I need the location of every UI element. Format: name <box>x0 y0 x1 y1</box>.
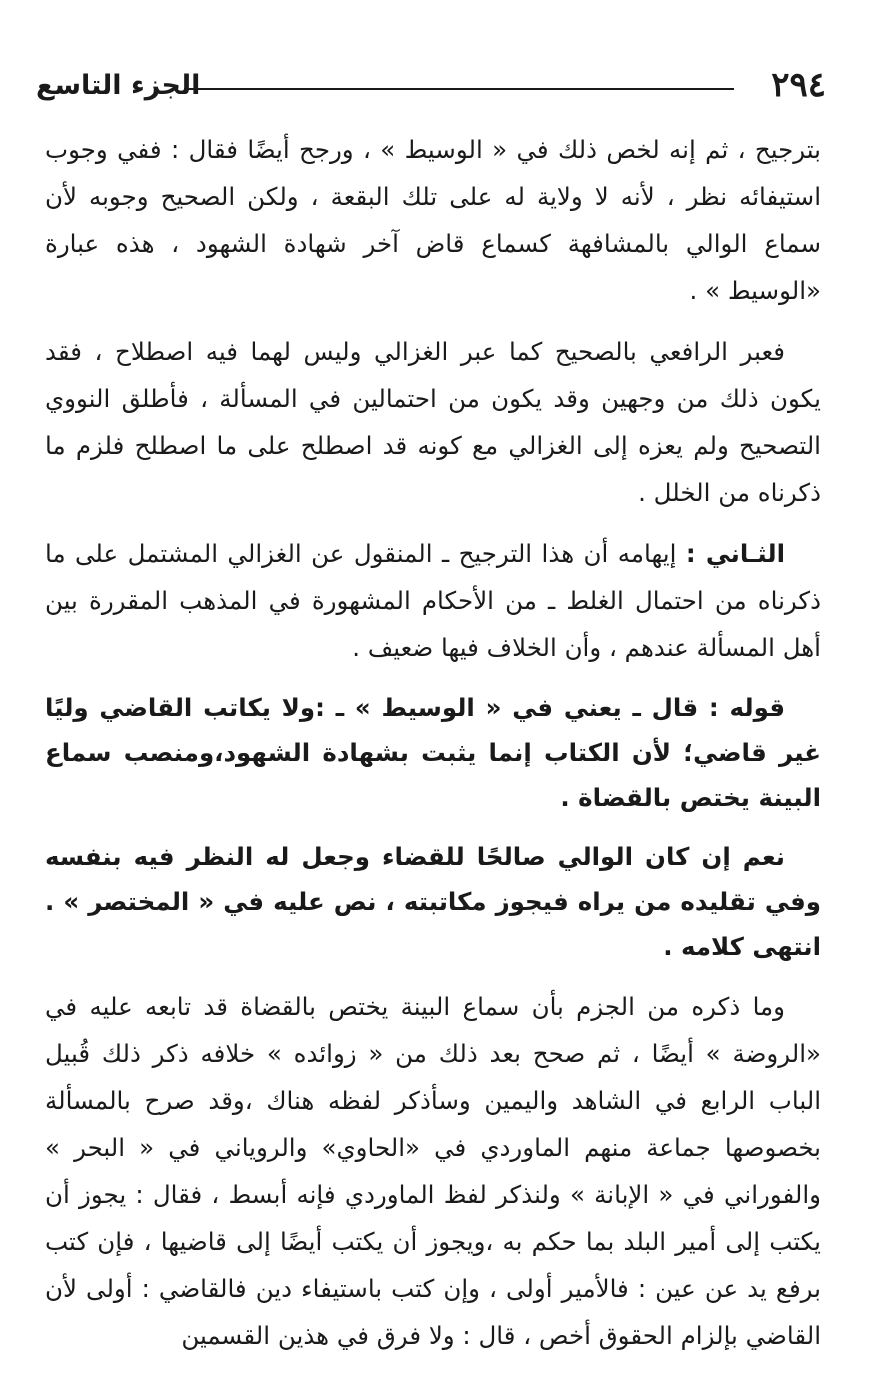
paragraph-4-quote: قوله : قال ـ يعني في « الوسيط » ـ :ولا يكاتب القاضي وليًا غير قاضي؛ لأن الكتاب إنما يثبت بشهادة الشهود،ومنصب سماع البينة يختص بالقضاة . <box>45 693 821 812</box>
paragraph-2: فعبر الرافعي بالصحيح كما عبر الغزالي وليس لهما فيه اصطلاح ، فقد يكون ذلك من وجهين وقد يكون من احتمالين في المسألة ، فأطلق النووي التصحيح ولم يعزه إلى الغزالي مع كونه قد اصطلح على ما اصطلح فلزم ما ذكرناه من الخلل . <box>45 337 821 507</box>
paragraph-3 <box>45 530 821 671</box>
paragraph-1: بترجيح ، ثم إنه لخص ذلك في « الوسيط » ، ورجح أيضًا فقال : ففي وجوب استيفائه نظر ، لأنه لا ولاية له على تلك البقعة ، ولكن الصحيح وجوبه لأن سماع الوالي بالمشافهة كسماع قاض آخر شهادة الشهود ، هذه عبارة «الوسيط » . <box>45 135 821 305</box>
body-text <box>45 126 821 1359</box>
page-number: ٢٩٤ <box>771 65 826 105</box>
paragraph-6: وما ذكره من الجزم بأن سماع البينة يختص بالقضاة قد تابعه عليه في «الروضة » أيضًا ، ثم صحح بعد ذلك من « زوائده » خلافه ذكر ذلك قُبيل الباب الرابع في الشاهد واليمين وسأذكر لفظه هناك ،وقد صرح بالمسألة بخصوصها جماعة منهم الماوردي في «الحاوي» والروياني في « البحر » والفوراني في « الإبانة » ولنذكر لفظ الماوردي فإنه أبسط ، فقال : يجوز أن يكتب إلى أمير البلد بما حكم به ،ويجوز أن يكتب أيضًا إلى قاضيها ، فإن كتب برفع يد عن عين : فالأمير أولى ، وإن كتب باستيفاء دين فالقاضي : أولى لأن القاضي بإلزام الحقوق أخص ، قال : ولا فرق في هذين القسمين <box>45 992 821 1350</box>
paragraph-5-quote: نعم إن كان الوالي صالحًا للقضاء وجعل له النظر فيه بنفسه وفي تقليده من يراه فيجوز مكاتبته ، نص عليه في « المختصر » . انتهى كلامه . <box>45 842 821 961</box>
paragraph-3-text: إيهامه أن هذا الترجيح ـ المنقول عن الغزالي المشتمل على ما ذكرناه من احتمال الغلط ـ من الأحكام المشهورة في المذهب المقررة بين أهل المسألة عندهم ، وأن الخلاف فيها ضعيف . <box>45 539 821 662</box>
page-header <box>36 62 826 112</box>
paragraph-3-lead: الثـاني : <box>685 539 785 568</box>
header-rule <box>184 88 734 90</box>
running-title: الجزء التاسع <box>36 70 201 101</box>
